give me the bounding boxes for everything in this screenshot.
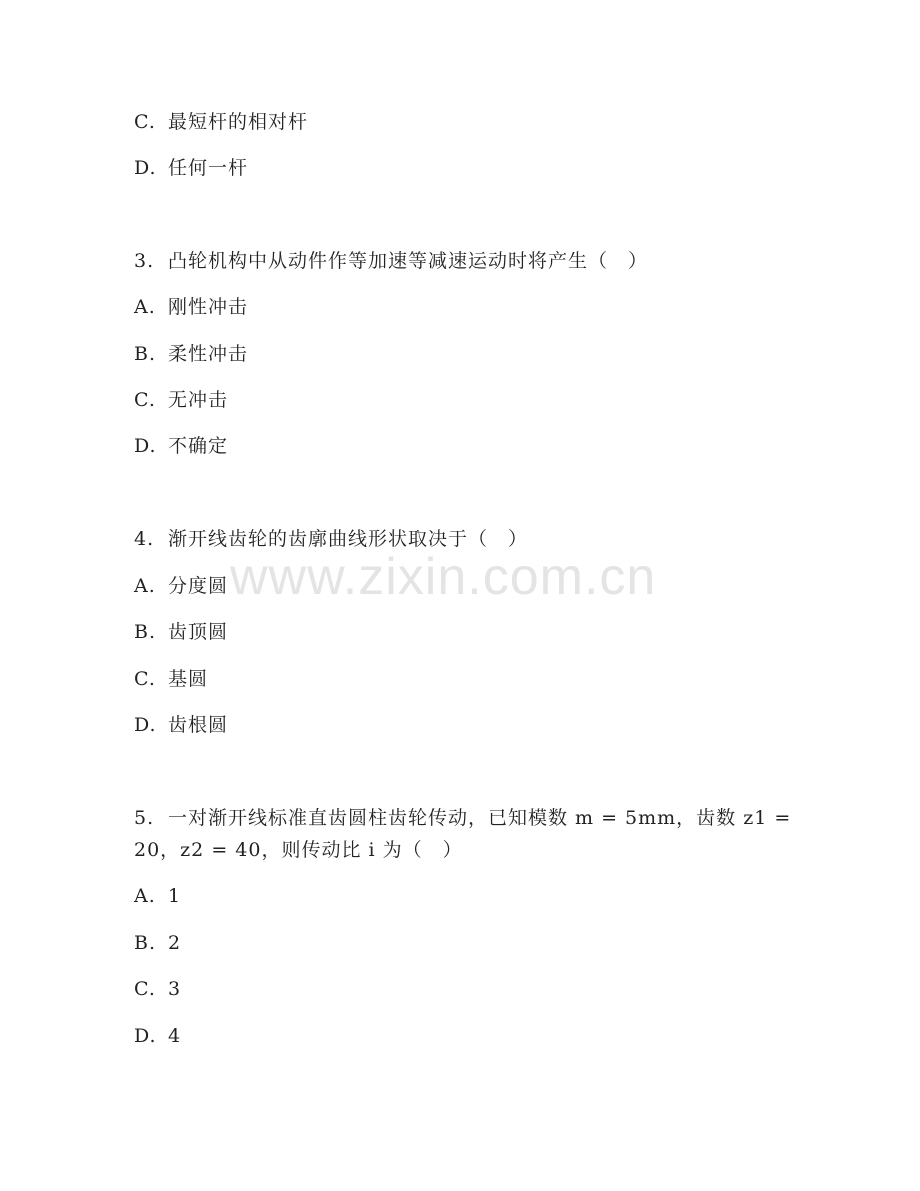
option-c <box>134 390 228 410</box>
option-c <box>134 979 181 999</box>
question-text: 一对渐开线标准直齿圆柱齿轮传动，已知模数 m = 5mm，齿数 z1 = <box>168 807 792 829</box>
option-label: B. <box>134 343 157 365</box>
option-label: D. <box>134 714 157 736</box>
option-label: C. <box>134 389 156 411</box>
option-text: 无冲击 <box>168 389 229 411</box>
question-text: 20，z2 = 40，则传动比 i 为（ ） <box>134 839 463 861</box>
question-number: 5. <box>134 807 155 829</box>
question-number: 3. <box>134 250 155 272</box>
option-label: D. <box>134 1025 157 1047</box>
option-text: 柔性冲击 <box>168 343 249 365</box>
option-c <box>134 669 208 689</box>
question-3-stem <box>134 251 648 271</box>
option-a <box>134 576 228 596</box>
option-text: 不确定 <box>168 435 229 457</box>
option-b <box>134 933 181 953</box>
option-label: B. <box>134 932 157 954</box>
option-b <box>134 344 248 364</box>
option-a <box>134 297 248 317</box>
option-d <box>134 1026 181 1046</box>
option-text: 1 <box>168 885 182 907</box>
option-label: D. <box>134 435 157 457</box>
option-text: 刚性冲击 <box>168 296 249 318</box>
question-text: 凸轮机构中从动件作等加速等减速运动时将产生（ ） <box>168 250 649 272</box>
option-label: C. <box>134 111 156 133</box>
option-text: 齿根圆 <box>168 714 229 736</box>
option-label: D. <box>134 157 157 179</box>
option-a <box>134 886 181 906</box>
option-text: 4 <box>168 1025 182 1047</box>
option-c <box>134 112 308 132</box>
option-label: A. <box>134 575 156 597</box>
option-d <box>134 158 248 178</box>
question-5-stem-line-1 <box>134 808 791 828</box>
option-label: A. <box>134 885 156 907</box>
option-text: 分度圆 <box>168 575 229 597</box>
option-label: B. <box>134 621 157 643</box>
question-number: 4. <box>134 528 155 550</box>
option-text: 2 <box>168 932 182 954</box>
question-text: 渐开线齿轮的齿廓曲线形状取决于（ ） <box>168 528 529 550</box>
question-5-stem-line-2 <box>134 840 463 860</box>
option-label: C. <box>134 978 156 1000</box>
watermark: www.zixin.com.cn <box>230 548 657 606</box>
option-d <box>134 436 228 456</box>
option-text: 齿顶圆 <box>168 621 229 643</box>
option-text: 基圆 <box>168 668 209 690</box>
question-4-stem <box>134 529 528 549</box>
option-label: C. <box>134 668 156 690</box>
option-label: A. <box>134 296 156 318</box>
option-text: 最短杆的相对杆 <box>168 111 309 133</box>
option-d <box>134 715 228 735</box>
option-text: 任何一杆 <box>168 157 249 179</box>
option-text: 3 <box>168 978 182 1000</box>
option-b <box>134 622 228 642</box>
